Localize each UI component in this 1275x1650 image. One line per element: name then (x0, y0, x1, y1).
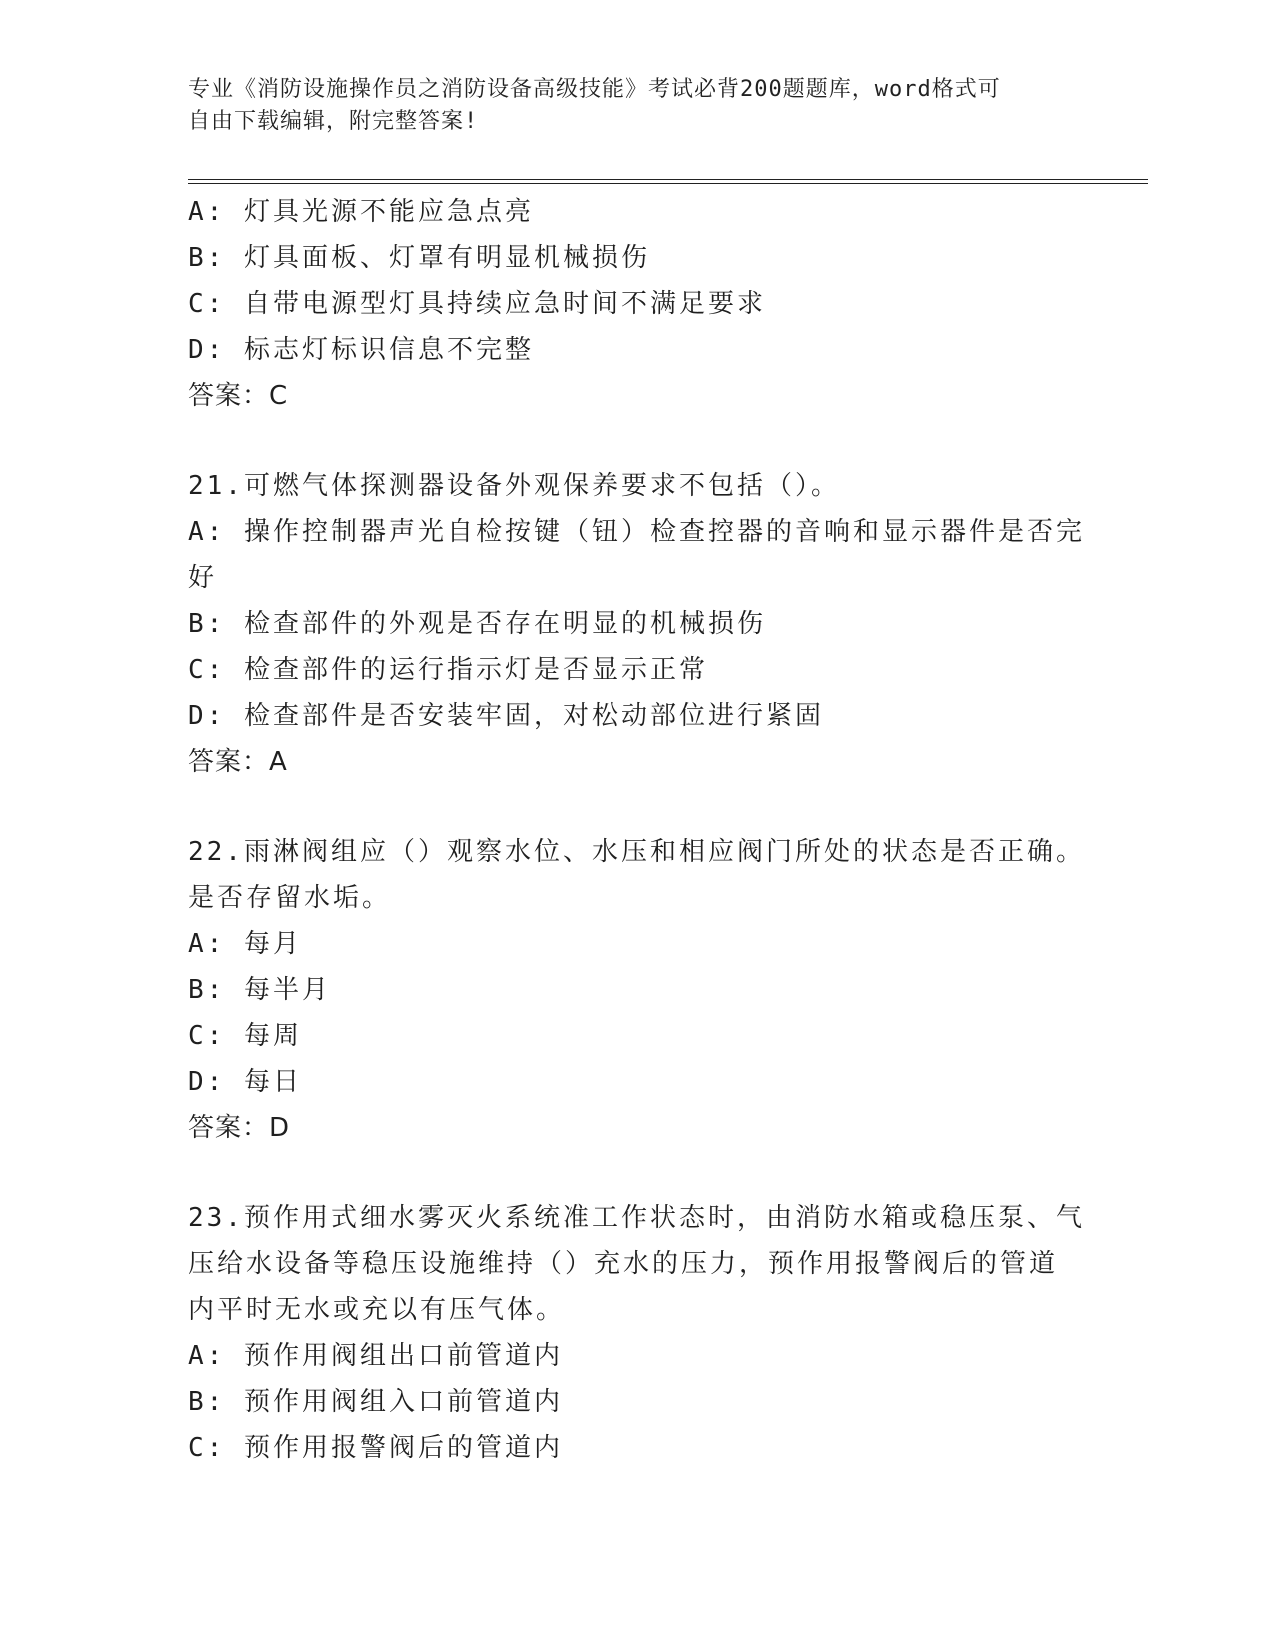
block-spacer (188, 419, 1088, 463)
option-b: B: 检查部件的外观是否存在明显的机械损伤 (188, 609, 766, 639)
block-spacer (188, 1151, 1088, 1195)
question-text-continuation: 内平时无水或充以有压气体。 (188, 1295, 566, 1325)
answer-line: 答案：A (188, 747, 288, 777)
header-divider (188, 179, 1148, 184)
answer-line: 答案：D (188, 1113, 291, 1143)
option-a-continuation: 好 (188, 563, 218, 593)
option-a: A: 预作用阀组出口前管道内 (188, 1341, 563, 1371)
question-block-20 (188, 189, 1088, 419)
question-text-continuation: 是否存留水垢。 (188, 883, 392, 913)
question-block-21 (188, 463, 1088, 785)
option-d: D: 标志灯标识信息不完整 (188, 335, 534, 365)
option-a: A: 灯具光源不能应急点亮 (188, 197, 534, 227)
question-content (188, 189, 1088, 1471)
option-c: C: 每周 (188, 1021, 302, 1051)
block-spacer (188, 785, 1088, 829)
option-c: C: 预作用报警阀后的管道内 (188, 1433, 563, 1463)
answer-line: 答案：C (188, 381, 289, 411)
option-a: A: 操作控制器声光自检按键（钮）检查控器的音响和显示器件是否完 (188, 517, 1085, 547)
option-b: B: 预作用阀组入口前管道内 (188, 1387, 563, 1417)
question-text-continuation: 压给水设备等稳压设施维持（）充水的压力，预作用报警阀后的管道 (188, 1249, 1059, 1279)
option-a: A: 每月 (188, 929, 302, 959)
header-title-line-1: 专业《消防设施操作员之消防设备高级技能》考试必背200题题库，word格式可 (188, 77, 1001, 102)
header-title-line-2: 自由下载编辑，附完整答案! (188, 109, 479, 134)
option-c: C: 自带电源型灯具持续应急时间不满足要求 (188, 289, 766, 319)
page-header (188, 74, 1068, 138)
option-c: C: 检查部件的运行指示灯是否显示正常 (188, 655, 708, 685)
option-d: D: 每日 (188, 1067, 302, 1097)
question-block-23 (188, 1195, 1088, 1471)
question-text: 21.可燃气体探测器设备外观保养要求不包括（）。 (188, 471, 840, 501)
question-block-22 (188, 829, 1088, 1151)
option-b: B: 每半月 (188, 975, 331, 1005)
option-d: D: 检查部件是否安装牢固，对松动部位进行紧固 (188, 701, 824, 731)
option-b: B: 灯具面板、灯罩有明显机械损伤 (188, 243, 650, 273)
question-text: 22.雨淋阀组应（）观察水位、水压和相应阀门所处的状态是否正确。 (188, 837, 1085, 867)
question-text: 23.预作用式细水雾灭火系统准工作状态时，由消防水箱或稳压泵、气 (188, 1203, 1085, 1233)
